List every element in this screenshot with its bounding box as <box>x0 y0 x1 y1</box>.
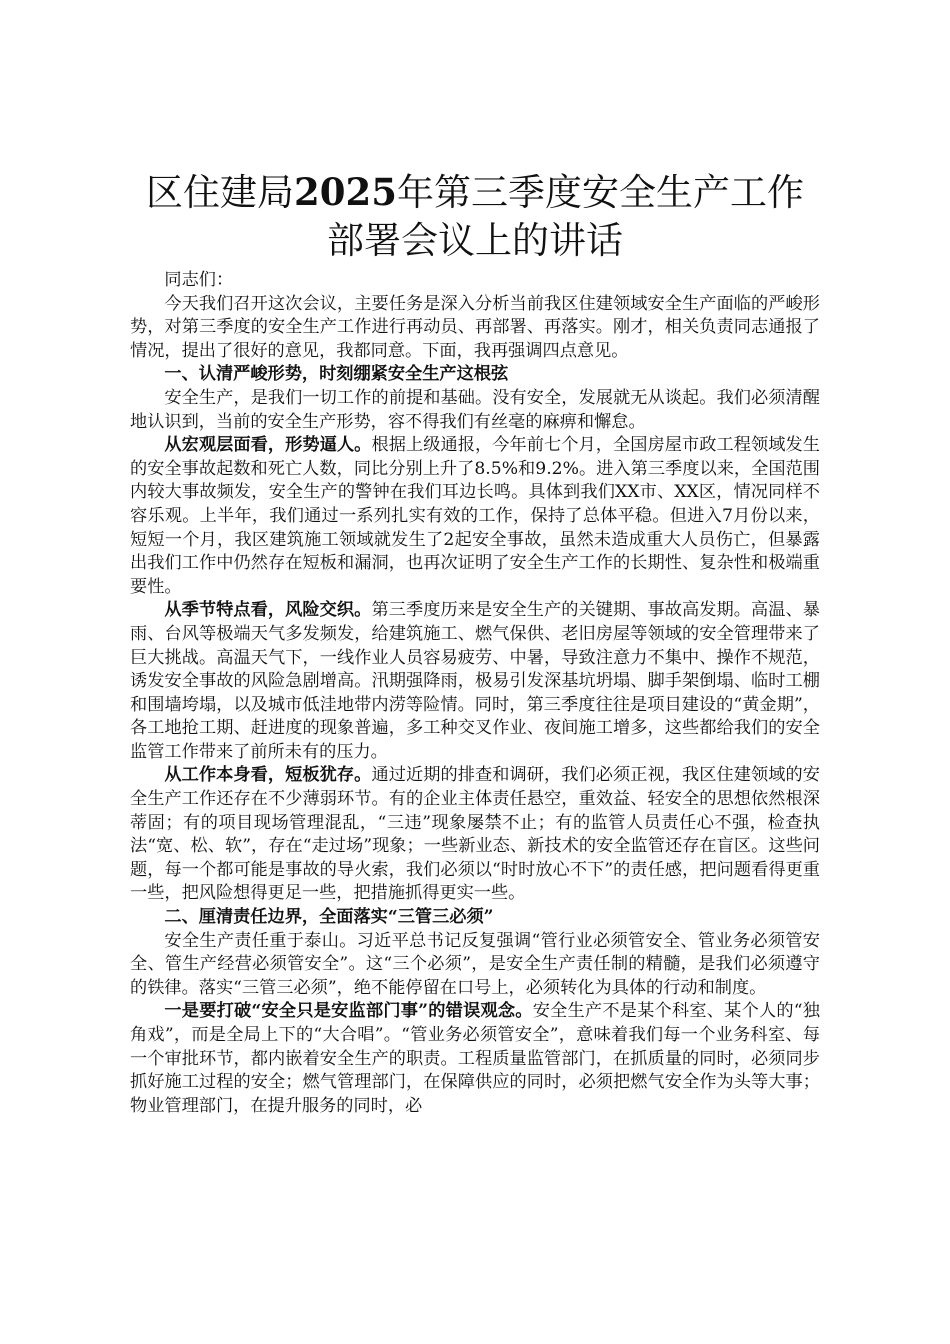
section1-paragraph-4-lead: 从工作本身看，短板犹存。 <box>164 765 372 786</box>
section1-paragraph-3 <box>130 599 820 764</box>
section1-paragraph-3-lead: 从季节特点看，风险交织。 <box>164 600 372 621</box>
section1-paragraph-4 <box>130 764 820 906</box>
section1-paragraph-2 <box>130 434 820 599</box>
document-page <box>130 168 820 1118</box>
section1-paragraph-2-lead: 从宏观层面看，形势逼人。 <box>164 435 372 456</box>
section1-paragraph-4-body: 通过近期的排查和调研，我们必须正视，我区住建领域的安全生产工作还存在不少薄弱环节。有的企业主体责任悬空，重效益、轻安全的思想依然根深蒂固；有的项目现场管理混乱，“三违”现象屡禁不止；有的监管人员责任心不强，检查执法“宽、松、软”，存在“走过场”现象；一些新业态、新技术的安全监管还存在盲区。这些问题，每一个都可能是事故的导火索，我们必须以“时时放心不下”的责任感，把问题看得更重一些，把风险想得更足一些，把措施抓得更实一些。 <box>130 765 820 904</box>
document-title <box>130 168 820 265</box>
intro-paragraph: 今天我们召开这次会议，主要任务是深入分析当前我区住建领域安全生产面临的严峻形势，对第三季度的安全生产工作进行再动员、再部署、再落实。刚才，相关负责同志通报了情况，提出了很好的意见，我都同意。下面，我再强调四点意见。 <box>130 293 820 361</box>
section1-paragraph-3-body: 第三季度历来是安全生产的关键期、事故高发期。高温、暴雨、台风等极端天气多发频发，给建筑施工、燃气保供、老旧房屋等领域的安全管理带来了巨大挑战。高温天气下，一线作业人员容易疲劳、中暑，导致注意力不集中、操作不规范，诱发安全事故的风险急剧增高。汛期强降雨，极易引发深基坑坍塌、脚手架倒塌、临时工棚和围墙垮塌，以及城市低洼地带内涝等险情。同时，第三季度往往是项目建设的“黄金期”，各工地抢工期、赶进度的现象普遍，多工种交叉作业、夜间施工增多，这些都给我们的安全监管工作带来了前所未有的压力。 <box>130 600 820 762</box>
title-year: 2025 <box>294 170 397 214</box>
section1-paragraph-2-body: 根据上级通报，今年前七个月，全国房屋市政工程领域发生的安全事故起数和死亡人数，同比分别上升了8.5%和9.2%。进入第三季度以来，全国范围内较大事故频发，安全生产的警钟在我们耳边长鸣。具体到我们XX市、XX区，情况同样不容乐观。上半年，我们通过一系列扎实有效的工作，保持了总体平稳。但进入7月份以来，短短一个月，我区建筑施工领域就发生了2起安全事故，虽然未造成重大人员伤亡，但暴露出我们工作中仍然存在短板和漏洞，也再次证明了安全生产工作的长期性、复杂性和极端重要性。 <box>130 435 820 597</box>
section2-paragraph-2-body: 安全生产不是某个科室、某个人的“独角戏”，而是全局上下的“大合唱”。“管业务必须管安全”，意味着我们每一个业务科室、每一个审批环节，都内嵌着安全生产的职责。工程质量监管部门，在抓质量的同时，必须同步抓好施工过程的安全；燃气管理部门，在保障供应的同时，必须把燃气安全作为头等大事；物业管理部门，在提升服务的同时，必 <box>130 1001 820 1116</box>
section1-paragraph-1: 安全生产，是我们一切工作的前提和基础。没有安全，发展就无从谈起。我们必须清醒地认识到，当前的安全生产形势，容不得我们有丝毫的麻痹和懈怠。 <box>130 387 820 432</box>
section2-paragraph-2-lead: 一是要打破“安全只是安监部门事”的错误观念。 <box>164 1001 533 1022</box>
title-suffix: 年第三季度安全生产工作部署会议上的讲话 <box>327 171 804 262</box>
title-prefix: 区住建局 <box>146 171 294 214</box>
section2-paragraph-2 <box>130 1000 820 1118</box>
section1-heading: 一、认清严峻形势，时刻绷紧安全生产这根弦 <box>164 364 509 385</box>
greeting: 同志们： <box>164 270 234 290</box>
section2-heading: 二、厘清责任边界，全面落实“三管三必须” <box>164 907 494 928</box>
section2-paragraph-1: 安全生产责任重于泰山。习近平总书记反复强调“管行业必须管安全、管业务必须管安全、管生产经营必须管安全”。这“三个必须”，是安全生产责任制的精髓，是我们必须遵守的铁律。落实“三管三必须”，绝不能停留在口号上，必须转化为具体的行动和制度。 <box>130 930 820 998</box>
